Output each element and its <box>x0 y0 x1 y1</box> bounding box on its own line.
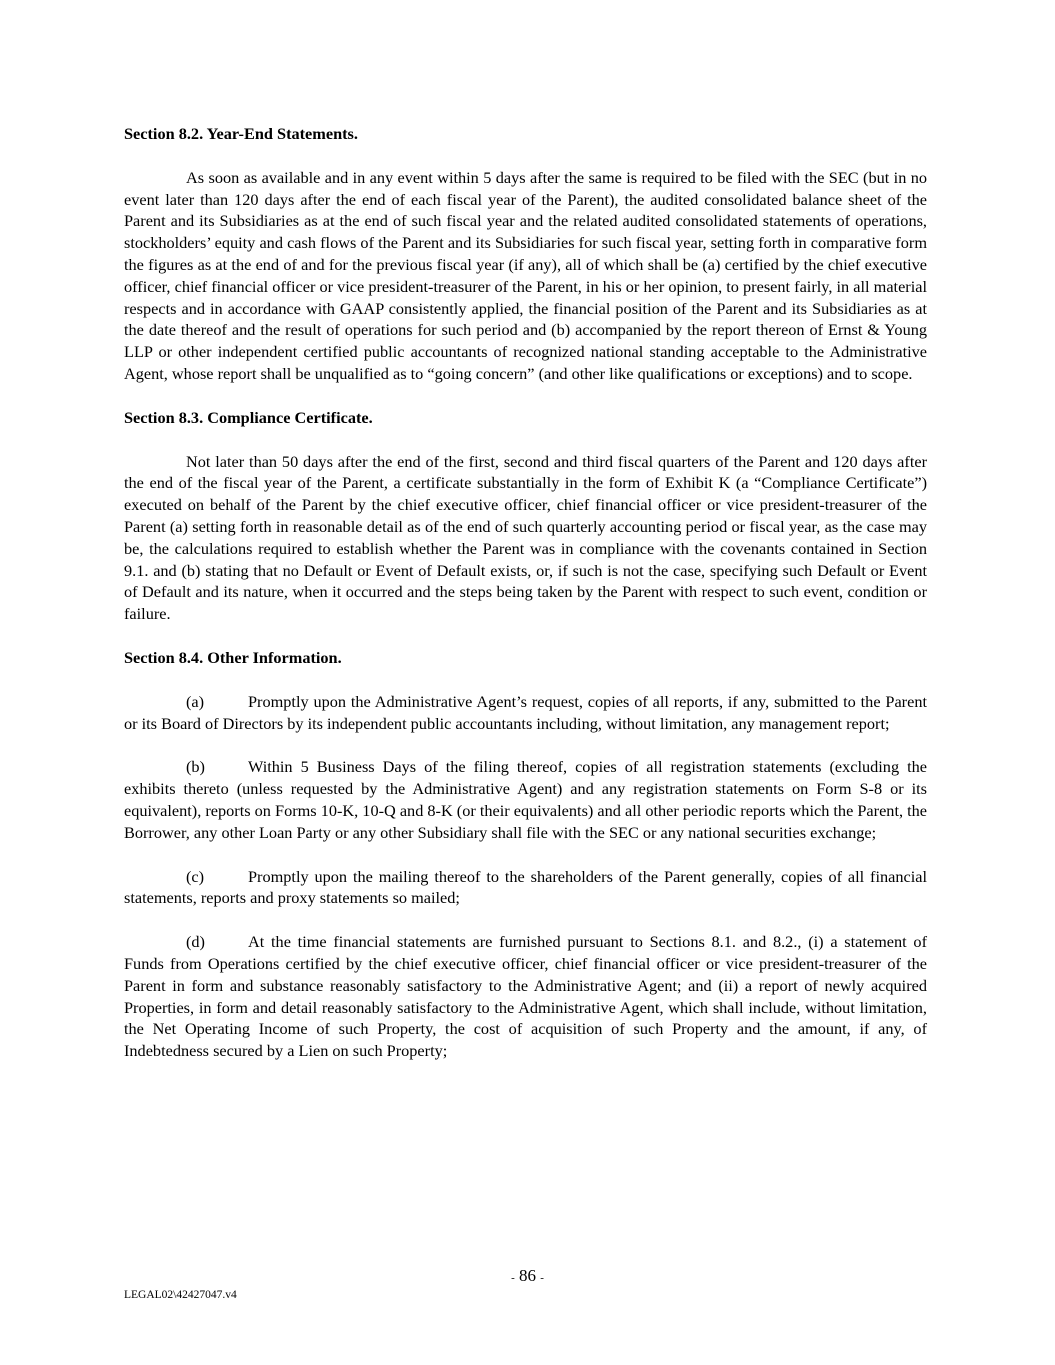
section-8-3-heading: Section 8.3. Compliance Certificate. <box>124 407 373 427</box>
document-id: LEGAL02\42427047.v4 <box>124 1289 237 1301</box>
list-item-text: Within 5 Business Days of the filing thereof, copies of all registration statements (excluding the exhibits thereto (unless requested by the Administrative Agent) and any registration statements on Form S-8 or its equivalent), reports on Forms 10-K, 10-Q and 8-K (or their equivalents) and all other periodic reports which the Parent, the Borrower, any other Loan Party or any other Subsidiary shall file with the SEC or any national securities exchange; <box>124 757 927 842</box>
list-item-a <box>124 691 927 735</box>
list-item-label: (a) <box>186 691 205 711</box>
list-item-c <box>124 866 927 910</box>
list-item-b <box>124 756 927 843</box>
list-item-text: Promptly upon the Administrative Agent’s request, copies of all reports, if any, submitted to the Parent or its Board of Directors by its independent public accountants including, without limitation, any management report; <box>124 691 927 733</box>
section-8-2-paragraph: As soon as available and in any event within 5 days after the same is required to be filed with the SEC (but in no event later than 120 days after the end of each fiscal year of the Parent), the audited consolidated balance sheet of the Parent and its Subsidiaries as at the end of such fiscal year and the related audited consolidated statements of operations, stockholders’ equity and cash flows of the Parent and its Subsidiaries for such fiscal year, setting forth in comparative form the figures as at the end of and for the previous fiscal year (if any), all of which shall be (a) certified by the chief executive officer, chief financial officer or vice president-treasurer of the Parent, in his or her opinion, to present fairly, in all material respects and in accordance with GAAP consistently applied, the financial position of the Parent and its Subsidiaries as at the date thereof and the result of operations for such period and (b) accompanied by the report thereon of Ernst & Young LLP or other independent certified public accountants of recognized national standing acceptable to the Administrative Agent, whose report shall be unqualified as to “going concern” (and other like qualifications or exceptions) and to scope. <box>124 167 927 383</box>
section-8-3-paragraph: Not later than 50 days after the end of the first, second and third fiscal quarters of the Parent and 120 days after the end of the fiscal year of the Parent, a certificate substantially in the form of Exhibit K (a “Compliance Certificate”) executed on behalf of the Parent by the chief executive officer, chief financial officer or vice president-treasurer of the Parent (a) setting forth in reasonable detail as of the end of such quarterly accounting period or fiscal year, as the case may be, the calculations required to establish whether the Parent was in compliance with the covenants contained in Section 9.1. and (b) stating that no Default or Event of Default exists, or, if such is not the case, specifying such Default or Event of Default and its nature, when it occurred and the steps being taken by the Parent with respect to such event, condition or failure. <box>124 451 927 624</box>
list-item-label: (c) <box>186 866 205 886</box>
list-item-d <box>124 931 927 1062</box>
page-content <box>124 123 927 1062</box>
page-number-value: 86 <box>519 1266 536 1285</box>
list-item-label: (b) <box>186 757 205 777</box>
list-item-text: At the time financial statements are furnished pursuant to Sections 8.1. and 8.2., (i) a statement of Funds from Operations certified by the chief executive officer, chief financial officer or vice president-treasurer of the Parent in form and substance reasonably satisfactory to the Administrative Agent; and (ii) a report of newly acquired Properties, in form and detail reasonably satisfactory to the Administrative Agent, which shall include, without limitation, the Net Operating Income of such Property, the cost of acquisition of such Property and the amount, if any, of Indebtedness secured by a Lien on such Property; <box>124 932 927 1061</box>
list-item-label: (d) <box>186 932 205 952</box>
page-number-dash-left: - <box>511 1272 515 1284</box>
list-item-text: Promptly upon the mailing thereof to the shareholders of the Parent generally, copies of all financial statements, reports and proxy statements so mailed; <box>124 866 927 908</box>
section-8-2-heading: Section 8.2. Year-End Statements. <box>124 124 358 143</box>
page-number <box>0 1266 1055 1288</box>
section-8-4-heading: Section 8.4. Other Information. <box>124 647 342 667</box>
page-number-dash-right: - <box>540 1272 544 1284</box>
